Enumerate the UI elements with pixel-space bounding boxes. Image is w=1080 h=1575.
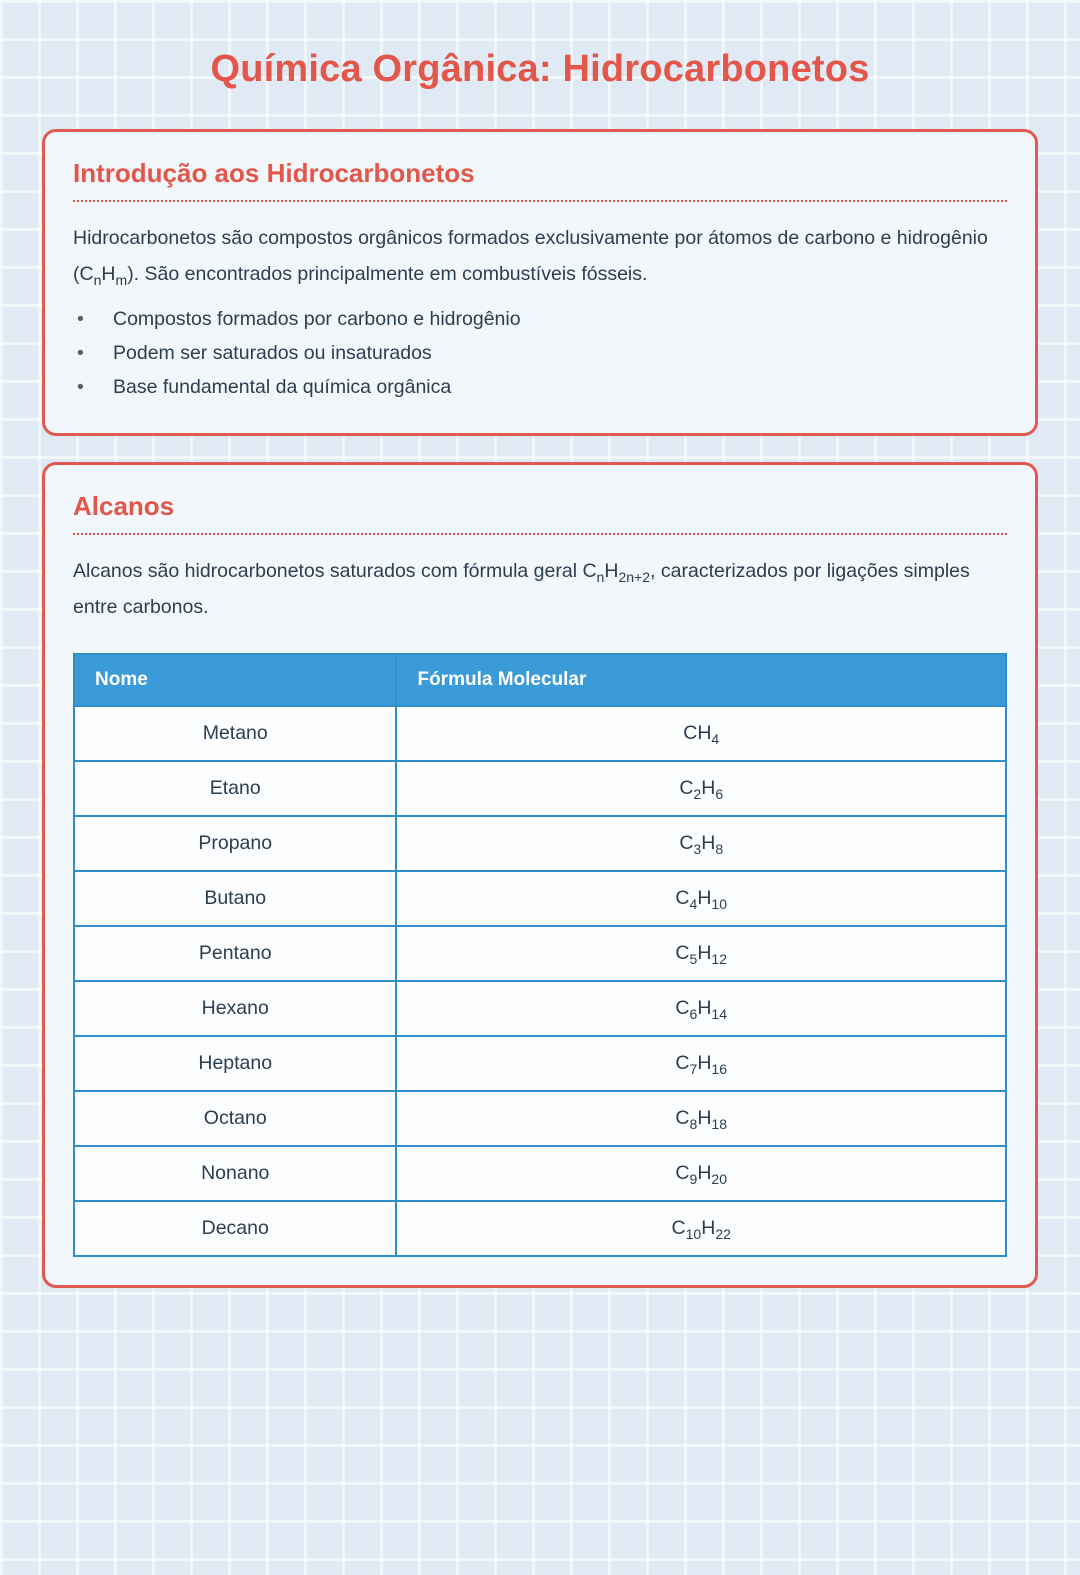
alkane-formula: $C_2H_6$	[396, 761, 1006, 816]
alcanos-card	[42, 462, 1038, 1288]
alkanes-table	[73, 653, 1007, 1257]
alkane-formula: $C_3H_8$	[396, 816, 1006, 871]
table-row	[74, 1091, 1006, 1146]
alkane-name: Propano	[74, 816, 396, 871]
alkane-name: Hexano	[74, 981, 396, 1036]
table-row	[74, 1146, 1006, 1201]
table-row	[74, 871, 1006, 926]
intro-heading: Introdução aos Hidrocarbonetos	[73, 158, 1007, 202]
alcanos-paragraph: Alcanos são hidrocarbonetos saturados com fórmula geral $C_nH_{2n+2}$, caracterizados por ligações simples entre carbonos.	[73, 559, 970, 618]
alkane-name: Octano	[74, 1091, 396, 1146]
page-title: Química Orgânica: Hidrocarbonetos	[210, 48, 870, 90]
alkane-name: Decano	[74, 1201, 396, 1256]
alkane-formula: $C_8H_{18}$	[396, 1091, 1006, 1146]
bullet-item: • Base fundamental da química orgânica	[73, 370, 1007, 404]
alkane-name: Nonano	[74, 1146, 396, 1201]
alkane-formula: $C_6H_{14}$	[396, 981, 1006, 1036]
alkane-name: Etano	[74, 761, 396, 816]
alkane-formula: $C_7H_{16}$	[396, 1036, 1006, 1091]
table-row	[74, 706, 1006, 761]
study-notes-page	[0, 48, 1080, 1288]
alkane-formula: $C_5H_{12}$	[396, 926, 1006, 981]
intro-card	[42, 129, 1038, 436]
alkane-formula: $C_9H_{20}$	[396, 1146, 1006, 1201]
column-header-formula: Fórmula Molecular	[396, 654, 1006, 706]
alkane-formula: $CH_4$	[396, 706, 1006, 761]
alcanos-heading: Alcanos	[73, 491, 1007, 535]
table-row	[74, 1036, 1006, 1091]
table-header-row	[74, 654, 1006, 706]
alkane-name: Pentano	[74, 926, 396, 981]
alkane-name: Metano	[74, 706, 396, 761]
table-row	[74, 981, 1006, 1036]
table-row	[74, 816, 1006, 871]
alkane-formula: $C_4H_{10}$	[396, 871, 1006, 926]
intro-bullet-list	[73, 302, 1007, 404]
table-row	[74, 761, 1006, 816]
alkane-name: Heptano	[74, 1036, 396, 1091]
alkane-formula: $C_{10}H_{22}$	[396, 1201, 1006, 1256]
intro-paragraph: Hidrocarbonetos são compostos orgânicos formados exclusivamente por átomos de carbono e hidrogênio $(C_nH_m)$. São encontrados principalmente em combustíveis fósseis.	[73, 227, 988, 288]
bullet-item: • Compostos formados por carbono e hidrogênio	[73, 302, 1007, 336]
table-row	[74, 1201, 1006, 1256]
alkane-name: Butano	[74, 871, 396, 926]
column-header-nome: Nome	[74, 654, 396, 706]
table-row	[74, 926, 1006, 981]
bullet-item: • Podem ser saturados ou insaturados	[73, 336, 1007, 370]
